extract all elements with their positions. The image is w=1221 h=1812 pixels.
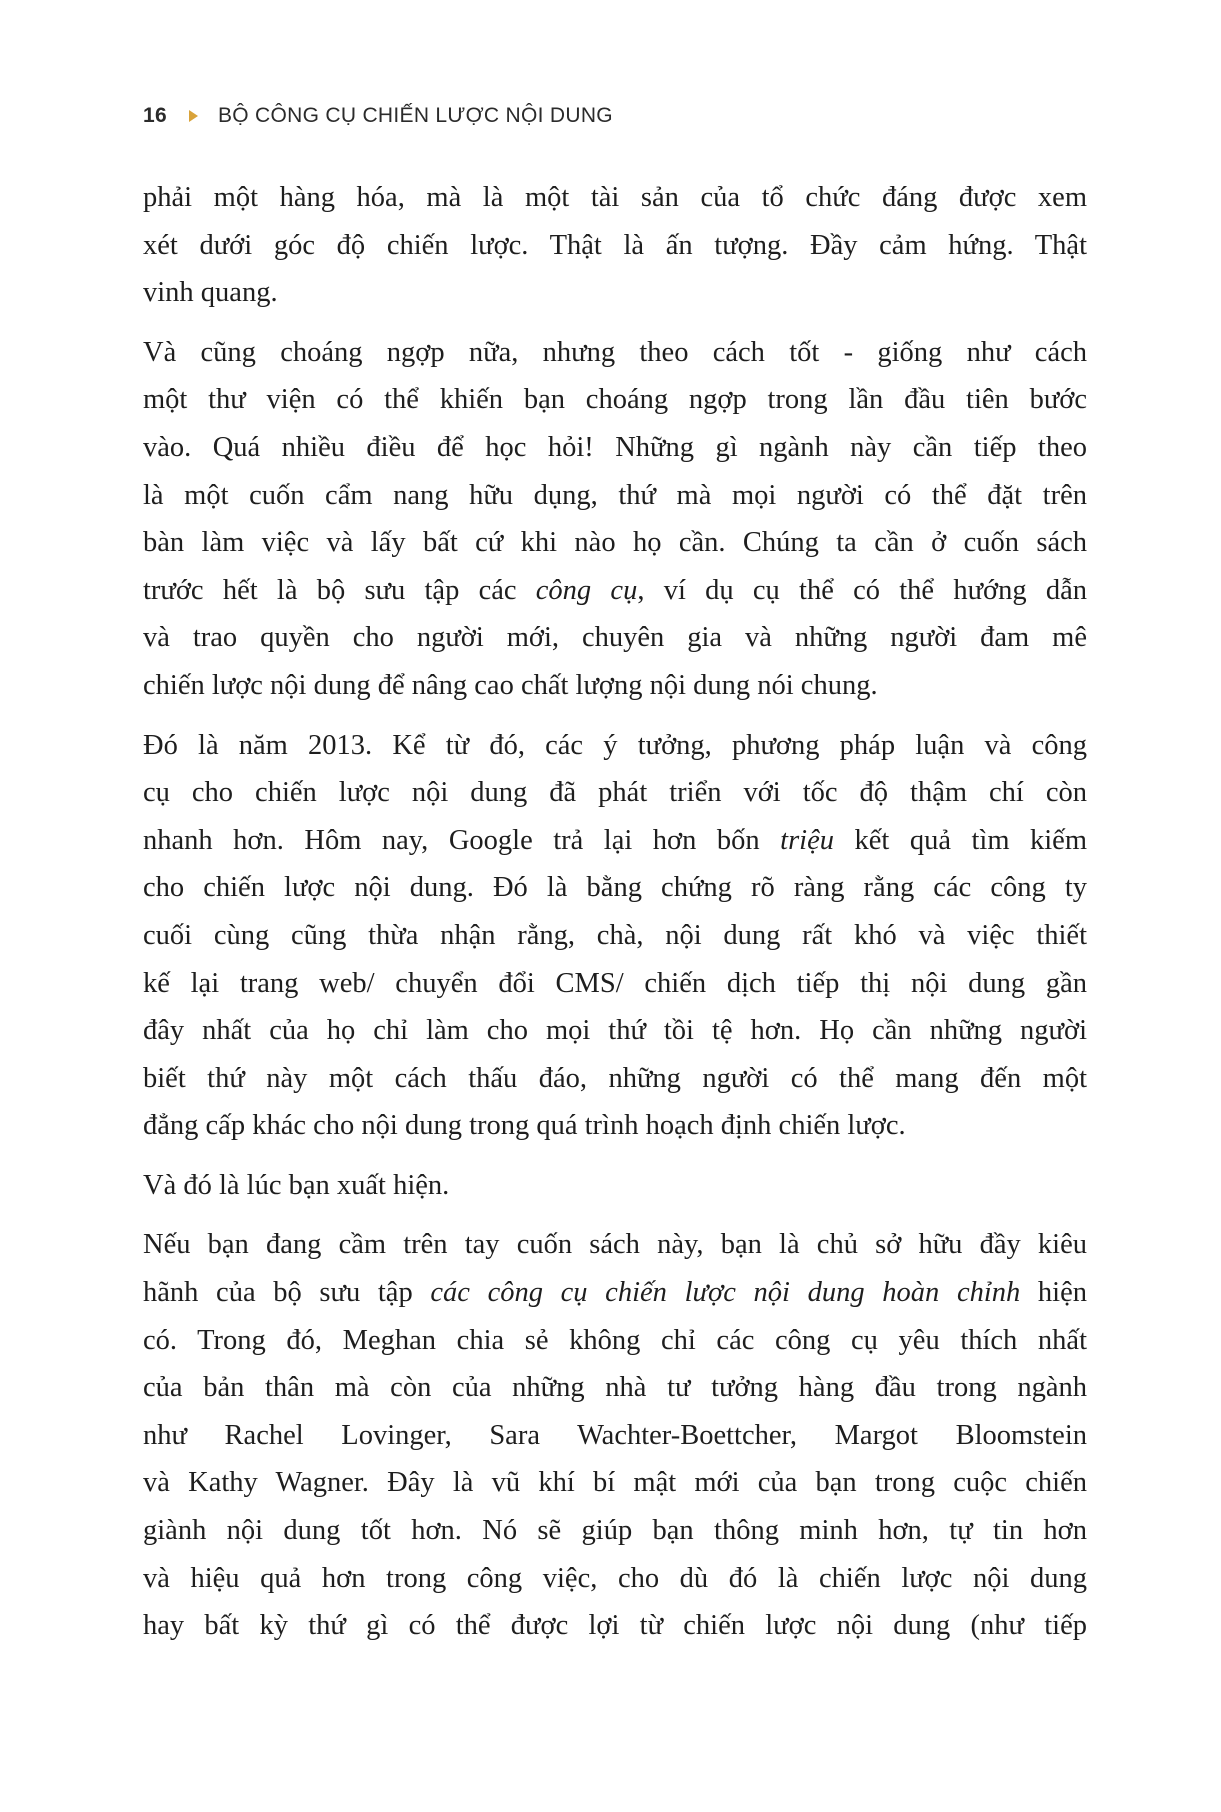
text-line — [143, 269, 1087, 317]
text-line — [143, 424, 1087, 472]
text-line — [143, 912, 1087, 960]
text-span: đẳng cấp khác cho nội dung trong quá trình hoạch định chiến lược. — [143, 1110, 906, 1142]
text-span: và Kathy Wagner. Đây là vũ khí bí mật mới của bạn trong cuộc chiến — [143, 1467, 1087, 1499]
text-span: là một cuốn cẩm nang hữu dụng, thứ mà mọi người có thể đặt trên — [143, 479, 1087, 511]
text-span: trước hết là bộ sưu tập các — [143, 574, 536, 606]
page-number: 16 — [143, 104, 167, 127]
text-span: như Rachel Lovinger, Sara Wachter-Boettcher, Margot Bloomstein — [143, 1419, 1087, 1451]
text-span: vinh quang. — [143, 277, 278, 309]
text-line — [143, 1221, 1087, 1269]
text-span: Nếu bạn đang cầm trên tay cuốn sách này, bạn là chủ sở hữu đầy kiêu — [143, 1229, 1087, 1261]
text-span: hãnh của bộ sưu tập — [143, 1277, 431, 1309]
text-span: đây nhất của họ chỉ làm cho mọi thứ tồi tệ hơn. Họ cần những người — [143, 1015, 1087, 1047]
text-span: hay bất kỳ thứ gì có thể được lợi từ chiến lược nội dung (như tiếp — [143, 1610, 1087, 1642]
text-span: cuối cùng cũng thừa nhận rằng, chà, nội dung rất khó và việc thiết — [143, 919, 1087, 951]
text-line — [143, 1317, 1087, 1365]
paragraph — [143, 1162, 1087, 1210]
text-line — [143, 472, 1087, 520]
text-span: giành nội dung tốt hơn. Nó sẽ giúp bạn thông minh hơn, tự tin hơn — [143, 1515, 1087, 1547]
text-span: kế lại trang web/ chuyển đổi CMS/ chiến dịch tiếp thị nội dung gần — [143, 967, 1087, 999]
italic-text: các công cụ chiến lược nội dung hoàn chỉnh — [430, 1277, 1021, 1309]
text-line — [143, 1364, 1087, 1412]
text-line — [143, 1102, 1087, 1150]
text-span: Đó là năm 2013. Kể từ đó, các ý tưởng, phương pháp luận và công — [143, 729, 1087, 761]
text-line — [143, 769, 1087, 817]
text-span: hiện — [1020, 1277, 1087, 1309]
triangle-bullet-icon — [189, 110, 198, 122]
running-title: BỘ CÔNG CỤ CHIẾN LƯỢC NỘI DUNG — [217, 104, 613, 127]
text-line — [143, 614, 1087, 662]
text-line — [143, 960, 1087, 1008]
text-span: của bản thân mà còn của những nhà tư tưởng hàng đầu trong ngành — [143, 1372, 1087, 1404]
text-span: nhanh hơn. Hôm nay, Google trả lại hơn bốn — [143, 824, 781, 856]
text-span: chiến lược nội dung để nâng cao chất lượng nội dung nói chung. — [143, 669, 878, 701]
text-line — [143, 567, 1087, 615]
text-line — [143, 662, 1087, 710]
text-line — [143, 376, 1087, 424]
text-line — [143, 864, 1087, 912]
running-header — [143, 104, 613, 128]
text-line — [143, 1269, 1087, 1317]
text-span: và trao quyền cho người mới, chuyên gia và những người đam mê — [143, 622, 1087, 654]
text-line — [143, 722, 1087, 770]
text-span: kết quả tìm kiếm — [833, 824, 1087, 856]
text-span: và hiệu quả hơn trong công việc, cho dù đó là chiến lược nội dung — [143, 1562, 1087, 1594]
text-span: cho chiến lược nội dung. Đó là bằng chứng rõ ràng rằng các công ty — [143, 872, 1087, 904]
body-text — [143, 174, 1087, 1662]
paragraph — [143, 1221, 1087, 1649]
text-span: bàn làm việc và lấy bất cứ khi nào họ cần. Chúng ta cần ở cuốn sách — [143, 527, 1087, 559]
text-line — [143, 1459, 1087, 1507]
paragraph — [143, 329, 1087, 710]
text-span: Và đó là lúc bạn xuất hiện. — [143, 1169, 450, 1201]
italic-text: triệu — [780, 824, 834, 856]
text-line — [143, 1162, 1087, 1210]
text-span: , ví dụ cụ thể có thể hướng dẫn — [637, 574, 1087, 606]
text-line — [143, 817, 1087, 865]
text-line — [143, 1412, 1087, 1460]
text-span: có. Trong đó, Meghan chia sẻ không chỉ các công cụ yêu thích nhất — [143, 1324, 1087, 1356]
text-line — [143, 174, 1087, 222]
text-span: vào. Quá nhiều điều để học hỏi! Những gì ngành này cần tiếp theo — [143, 431, 1087, 463]
text-line — [143, 1055, 1087, 1103]
text-line — [143, 1555, 1087, 1603]
italic-text: công cụ — [535, 574, 638, 606]
text-span: phải một hàng hóa, mà là một tài sản của tổ chức đáng được xem — [143, 182, 1087, 213]
text-span: một thư viện có thể khiến bạn choáng ngợp trong lần đầu tiên bước — [143, 384, 1087, 416]
paragraph — [143, 722, 1087, 1150]
text-line — [143, 1602, 1087, 1650]
text-span: xét dưới góc độ chiến lược. Thật là ấn tượng. Đầy cảm hứng. Thật — [143, 229, 1087, 261]
text-line — [143, 329, 1087, 377]
text-span: cụ cho chiến lược nội dung đã phát triển với tốc độ thậm chí còn — [143, 777, 1087, 809]
text-line — [143, 1507, 1087, 1555]
text-line — [143, 1007, 1087, 1055]
text-line — [143, 519, 1087, 567]
text-line — [143, 222, 1087, 270]
text-span: Và cũng choáng ngợp nữa, nhưng theo cách tốt - giống như cách — [143, 336, 1087, 368]
paragraph — [143, 174, 1087, 317]
text-span: biết thứ này một cách thấu đáo, những người có thể mang đến một — [143, 1062, 1087, 1094]
